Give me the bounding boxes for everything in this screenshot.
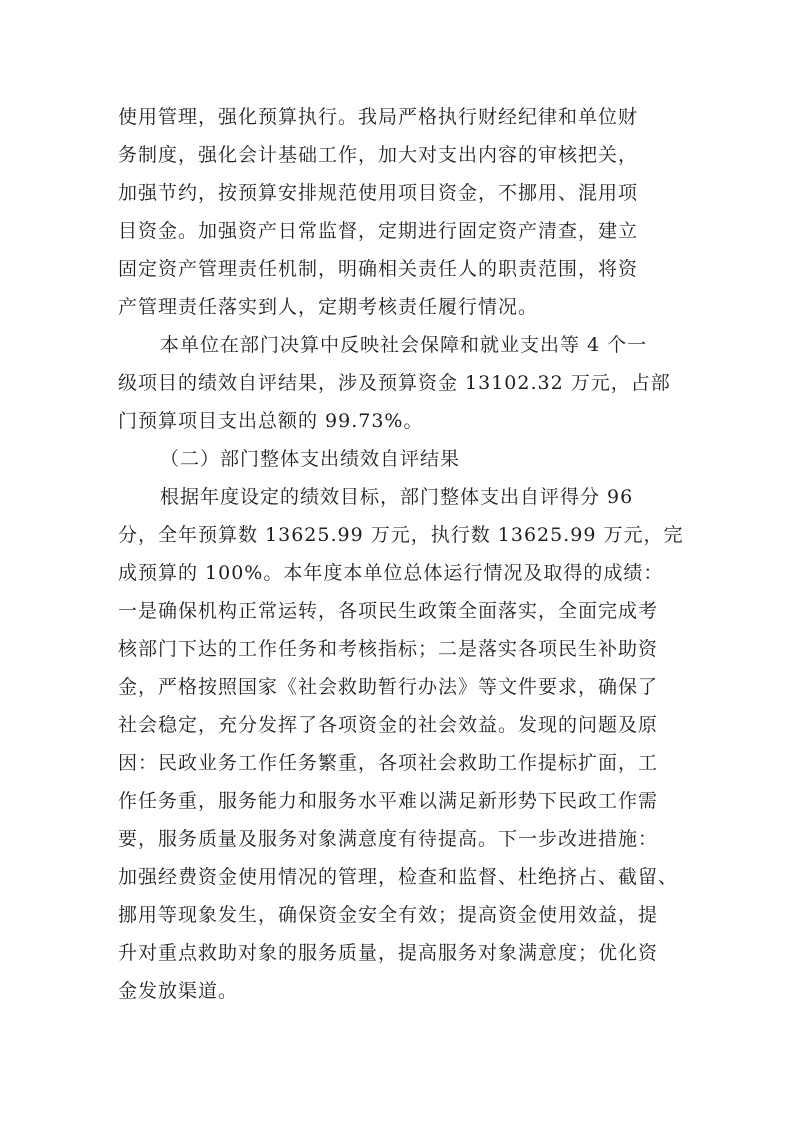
text-line: 务制度，强化会计基础工作，加大对支出内容的审核把关，: [118, 144, 639, 166]
text-line: 社会稳定，充分发挥了各项资金的社会效益。发现的问题及原: [118, 714, 659, 736]
text-line: 因：民政业务工作任务繁重，各项社会救助工作提标扩面，工: [118, 752, 659, 774]
text-line: 金，严格按照国家《社会救助暂行办法》等文件要求，确保了: [118, 676, 659, 698]
text-line: 使用管理，强化预算执行。我局严格执行财经纪律和单位财: [118, 106, 639, 128]
text-line: 成预算的 100%。本年度本单位总体运行情况及取得的成绩：: [118, 562, 664, 584]
text-line: 一是确保机构正常运转，各项民生政策全面落实，全面完成考: [118, 600, 659, 622]
text-line: 金发放渠道。: [118, 980, 239, 1002]
text-line: 加强节约，按预算安排规范使用项目资金，不挪用、混用项: [118, 182, 639, 204]
text-line: 升对重点救助对象的服务质量，提高服务对象满意度；优化资: [118, 942, 659, 964]
text-line: 目资金。加强资产日常监督，定期进行固定资产清查，建立: [118, 220, 639, 242]
text-line: 挪用等现象发生，确保资金安全有效；提高资金使用效益，提: [118, 904, 659, 926]
text-line: 根据年度设定的绩效目标，部门整体支出自评得分 96: [160, 486, 634, 508]
section-heading: （二）部门整体支出绩效自评结果: [160, 448, 461, 470]
text-line: 门预算项目支出总额的 99.73%。: [118, 410, 424, 432]
text-line: 加强经费资金使用情况的管理，检查和监督、杜绝挤占、截留、: [118, 866, 679, 888]
text-line: 核部门下达的工作任务和考核指标；二是落实各项民生补助资: [118, 638, 659, 660]
paragraph-2: [0, 326, 793, 440]
paragraph-1: [0, 98, 793, 326]
text-line: 本单位在部门决算中反映社会保障和就业支出等 4 个一: [160, 334, 648, 356]
text-line: 级项目的绩效自评结果，涉及预算资金 13102.32 万元，占部: [118, 372, 671, 394]
text-line: 固定资产管理责任机制，明确相关责任人的职责范围，将资: [118, 258, 639, 280]
text-line: 作任务重，服务能力和服务水平难以满足新形势下民政工作需: [118, 790, 659, 812]
text-line: 要，服务质量及服务对象满意度有待提高。下一步改进措施：: [118, 828, 659, 850]
text-line: 分，全年预算数 13625.99 万元，执行数 13625.99 万元，完: [118, 524, 684, 546]
paragraph-3: [0, 478, 793, 1010]
text-line: 产管理责任落实到人，定期考核责任履行情况。: [118, 296, 539, 318]
